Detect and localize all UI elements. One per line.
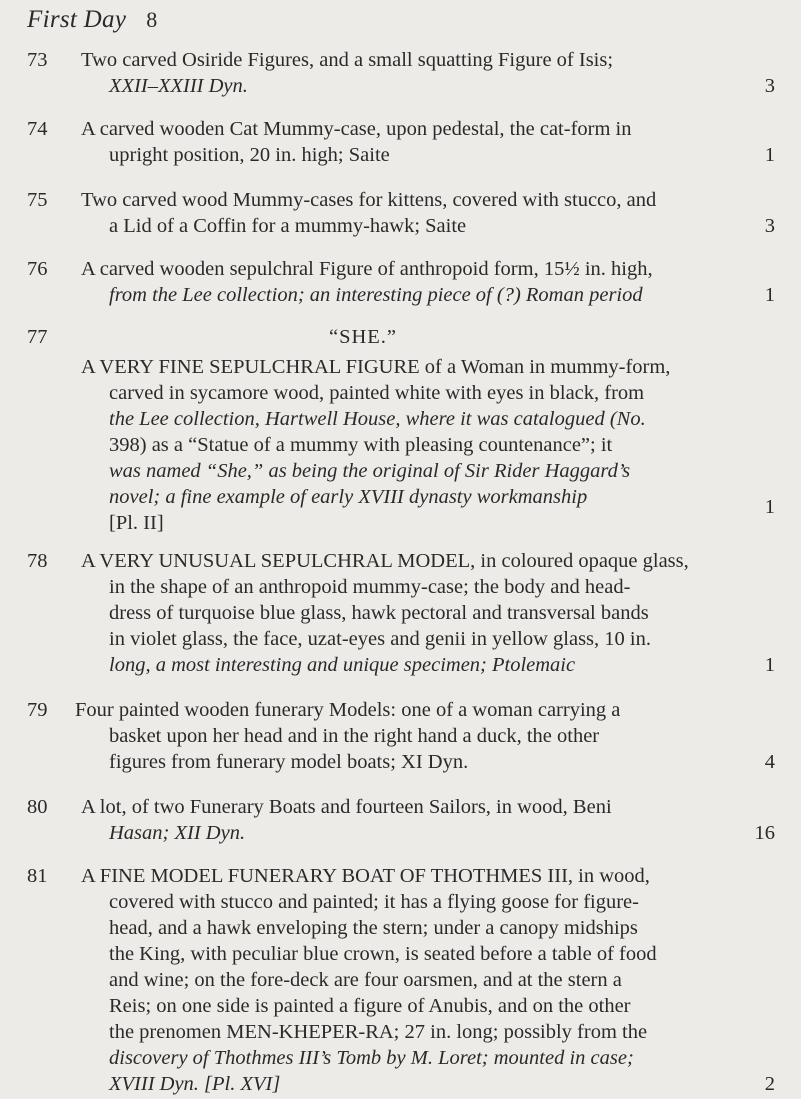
lot-text-continued: the prenomen MEN-KHEPER-RA; 27 in. long; possibly from the (109, 1021, 648, 1043)
lot-quantity: 1 (764, 654, 775, 676)
lot-text-continued: basket upon her head and in the right hand a duck, the other (109, 725, 600, 747)
lot-quantity: 1 (764, 284, 775, 306)
lot-text-continued: was named “She,” as being the original of Sir Rider Haggard’s (109, 460, 631, 482)
lot-text-continued: in the shape of an anthropoid mummy-case; the body and head- (109, 576, 631, 598)
lot-text-continued: a Lid of a Coffin for a mummy-hawk; Saite (109, 215, 467, 237)
lot-number: 73 (27, 49, 48, 71)
lot-entry (27, 256, 787, 308)
lot-text: A carved wooden sepulchral Figure of anthropoid form, 15½ in. high, (81, 258, 653, 280)
running-head (27, 6, 158, 34)
lot-text-continued: and wine; on the fore-deck are four oarsmen, and at the stern a (109, 969, 622, 991)
lot-number: 75 (27, 189, 48, 211)
lot-entry (27, 794, 787, 846)
lot-text-continued: the Lee collection, Hartwell House, where it was catalogued (No. (109, 408, 646, 430)
lot-number: 74 (27, 118, 48, 140)
lot-entry (27, 863, 787, 1097)
lot-text-continued: in violet glass, the face, uzat-eyes and genii in yellow glass, 10 in. (109, 628, 651, 650)
lot-text-continued: dress of turquoise blue glass, hawk pectoral and transversal bands (109, 602, 649, 624)
lot-entry (27, 697, 787, 775)
lot-text: Two carved Osiride Figures, and a small squatting Figure of Isis; (81, 49, 614, 71)
lot-text: A lot, of two Funerary Boats and fourteen Sailors, in wood, Beni (81, 796, 612, 818)
lot-number: 77 (27, 326, 48, 348)
lot-quantity: 1 (764, 496, 775, 518)
lot-number: 76 (27, 258, 48, 280)
lot-text-continued: from the Lee collection; an interesting piece of (?) Roman period (109, 284, 643, 306)
lot-quantity: 2 (764, 1073, 775, 1095)
lot-text: A FINE MODEL FUNERARY BOAT OF THOTHMES III, in wood, (81, 865, 650, 887)
lot-text-continued: Reis; on one side is painted a figure of Anubis, and on the other (109, 995, 631, 1017)
lot-text: A VERY UNUSUAL SEPULCHRAL MODEL, in coloured opaque glass, (81, 550, 689, 572)
lot-text-continued: Hasan; XII Dyn. (109, 822, 246, 844)
lot-text-continued: long, a most interesting and unique specimen; Ptolemaic (109, 654, 576, 676)
lot-text: Two carved wood Mummy-cases for kittens, covered with stucco, and (81, 189, 657, 211)
lot-text-continued: head, and a hawk enveloping the stern; under a canopy midships (109, 917, 638, 939)
lot-quantity: 3 (764, 75, 775, 97)
lot-number: 80 (27, 796, 48, 818)
lot-entry (27, 116, 787, 168)
lot-text-continued: the King, with peculiar blue crown, is seated before a table of food (109, 943, 657, 965)
lot-quantity: 4 (764, 751, 775, 773)
lot-text: A VERY FINE SEPULCHRAL FIGURE of a Woman in mummy-form, (81, 356, 671, 378)
lot-number: 81 (27, 865, 48, 887)
lot-entry (27, 548, 787, 678)
lot-entry (27, 324, 787, 534)
lot-quantity: 3 (764, 215, 775, 237)
lot-text: A carved wooden Cat Mummy-case, upon pedestal, the cat-form in (81, 118, 632, 140)
running-head-title: First Day (27, 6, 127, 33)
lot-text-continued: discovery of Thothmes III’s Tomb by M. Loret; mounted in case; (109, 1047, 634, 1069)
lot-text-continued: novel; a fine example of early XVIII dynasty workmanship (109, 486, 588, 508)
lot-text-continued: XXII–XXIII Dyn. (109, 75, 248, 97)
lot-number: 78 (27, 550, 48, 572)
page-number: 8 (146, 7, 158, 32)
lot-text-continued: upright position, 20 in. high; Saite (109, 144, 390, 166)
lot-text-continued: XVIII Dyn. [Pl. XVI] (109, 1073, 281, 1095)
lot-subtitle: “SHE.” (328, 326, 398, 348)
lot-text: Four painted wooden funerary Models: one of a woman carrying a (75, 699, 621, 721)
lot-text-continued: covered with stucco and painted; it has a flying goose for figure- (109, 891, 639, 913)
lot-entry (27, 187, 787, 239)
lot-text-continued: carved in sycamore wood, painted white with eyes in black, from (109, 382, 645, 404)
plate-reference: [Pl. II] (109, 512, 164, 534)
lot-entry (27, 47, 787, 99)
lot-number: 79 (27, 699, 48, 721)
lot-quantity: 16 (754, 822, 775, 844)
lot-text-continued: 398) as a “Statue of a mummy with pleasing countenance”; it (109, 434, 613, 456)
lot-quantity: 1 (764, 144, 775, 166)
lot-text-continued: figures from funerary model boats; XI Dyn. (109, 751, 469, 773)
